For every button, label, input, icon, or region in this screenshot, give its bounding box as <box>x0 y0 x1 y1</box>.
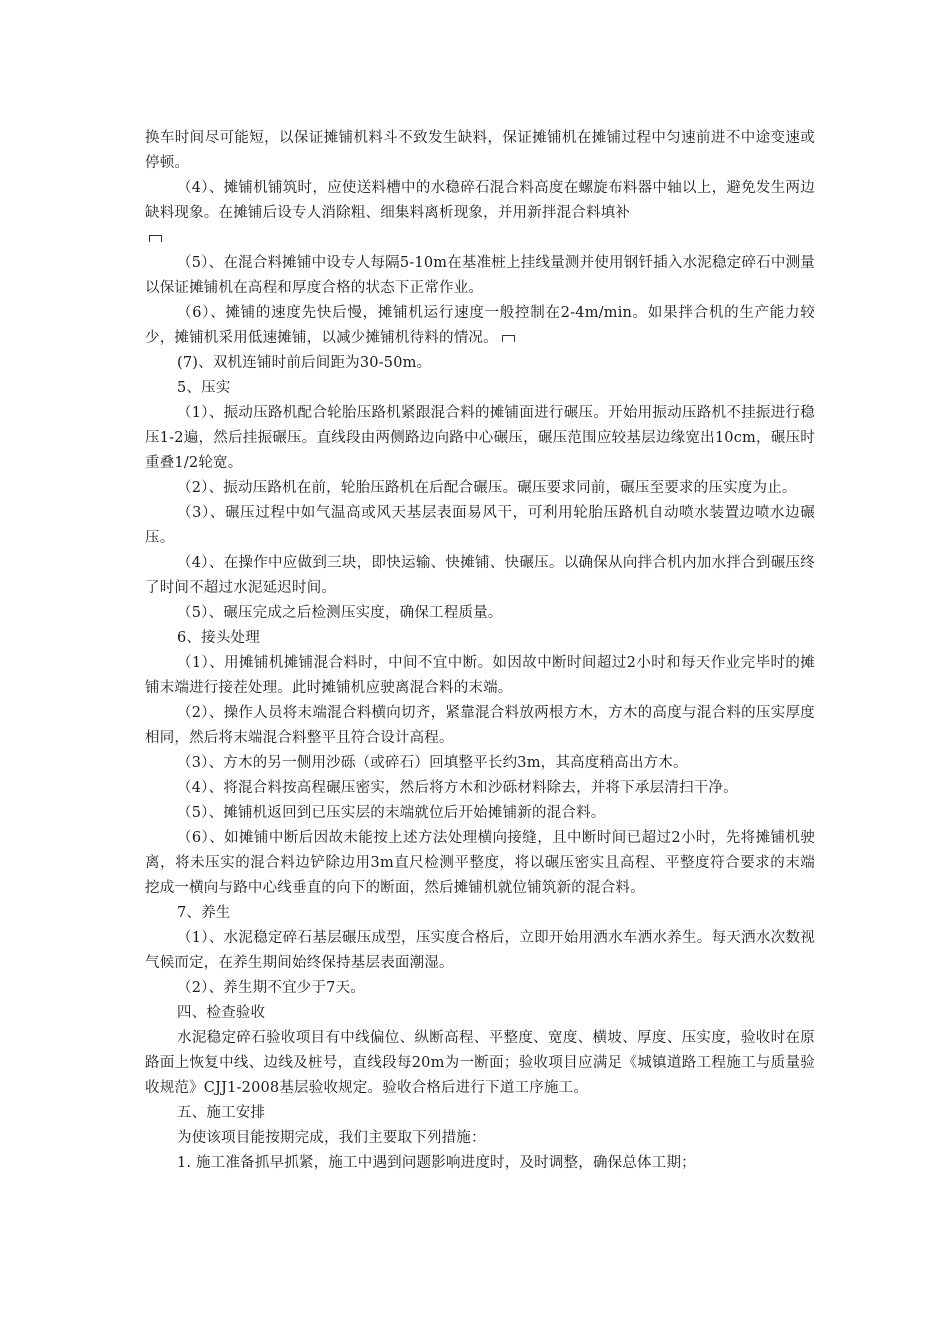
paragraph <box>145 126 815 176</box>
heading-text: 5、压实 <box>177 380 231 396</box>
section-heading <box>145 376 815 401</box>
paragraph-text: （6）、如摊铺中断后因故未能按上述方法处理横向接缝，且中断时间已超过2小时，先将摊铺机驶离，将未压实的混合料边铲除边用3m直尺检测平整度，将以碾压密实且高程、平整度符合要求的末端挖成一横向与路中心线垂直的向下的断面，然后摊铺机就位铺筑新的混合料。 <box>145 830 815 896</box>
bracket-mark-icon <box>149 235 162 242</box>
section-heading <box>145 626 815 651</box>
paragraph <box>145 476 815 501</box>
paragraph-text: 水泥稳定碎石验收项目有中线偏位、纵断高程、平整度、宽度、横坡、厚度、压实度，验收时在原路面上恢复中线、边线及桩号，直线段每20m为一断面；验收项目应满足《城镇道路工程施工与质量验收规范》CJJ1-2008基层验收规定。验收合格后进行下道工序施工。 <box>145 1030 815 1096</box>
paragraph <box>145 601 815 626</box>
paragraph <box>145 401 815 476</box>
section-heading <box>145 1001 815 1026</box>
section-heading <box>145 1101 815 1126</box>
document-body <box>145 126 815 1176</box>
paragraph <box>145 1151 815 1176</box>
paragraph <box>145 976 815 1001</box>
paragraph <box>145 651 815 701</box>
paragraph <box>145 351 815 376</box>
paragraph-text: (7)、双机连铺时前后间距为30-50m。 <box>177 355 432 371</box>
paragraph <box>145 251 815 301</box>
paragraph <box>145 701 815 751</box>
heading-text: 五、施工安排 <box>177 1105 266 1121</box>
section-heading <box>145 901 815 926</box>
paragraph <box>145 551 815 601</box>
paragraph <box>145 176 815 251</box>
paragraph <box>145 1026 815 1101</box>
paragraph <box>145 926 815 976</box>
paragraph-text: （1）、用摊铺机摊铺混合料时，中间不宜中断。如因故中断时间超过2小时和每天作业完毕时的摊铺末端进行接茬处理。此时摊铺机应驶离混合料的末端。 <box>145 655 815 696</box>
paragraph-text: 换车时间尽可能短，以保证摊铺机料斗不致发生缺料，保证摊铺机在摊铺过程中匀速前进不中途变速或停顿。 <box>145 130 815 171</box>
heading-text: 7、养生 <box>177 905 231 921</box>
paragraph-text: （3）、方木的另一侧用沙砾（或碎石）回填整平长约3m，其高度稍高出方木。 <box>177 755 688 771</box>
paragraph-text: （2）、操作人员将末端混合料横向切齐，紧靠混合料放两根方木，方木的高度与混合料的压实厚度相同，然后将末端混合料整平且符合设计高程。 <box>145 705 815 746</box>
paragraph-text: （1）、水泥稳定碎石基层碾压成型，压实度合格后，立即开始用洒水车洒水养生。每天洒水次数视气候而定，在养生期间始终保持基层表面潮湿。 <box>145 930 815 971</box>
paragraph-text: （6）、摊铺的速度先快后慢，摊铺机运行速度一般控制在2-4m/min。如果拌合机的生产能力较少，摊铺机采用低速摊铺，以减少摊铺机待料的情况。 <box>145 305 815 346</box>
paragraph-text: （2）、振动压路机在前，轮胎压路机在后配合碾压。碾压要求同前，碾压至要求的压实度为止。 <box>177 480 797 496</box>
paragraph <box>145 751 815 776</box>
paragraph-text: （5）、摊铺机返回到已压实层的末端就位后开始摊铺新的混合料。 <box>177 805 606 821</box>
paragraph <box>145 801 815 826</box>
paragraph-text: （4）、在操作中应做到三块，即快运输、快摊铺、快碾压。以确保从向拌合机内加水拌合到碾压终了时间不超过水泥延迟时间。 <box>145 555 815 596</box>
paragraph-text: （5）、碾压完成之后检测压实度，确保工程质量。 <box>177 605 503 621</box>
heading-text: 6、接头处理 <box>177 630 260 646</box>
paragraph-text: （2）、养生期不宜少于7天。 <box>177 980 365 996</box>
paragraph <box>145 501 815 551</box>
paragraph <box>145 776 815 801</box>
paragraph-text: （1）、振动压路机配合轮胎压路机紧跟混合料的摊铺面进行碾压。开始用振动压路机不挂振进行稳压1-2遍，然后挂振碾压。直线段由两侧路边向路中心碾压，碾压范围应较基层边缘宽出10cm，碾压时重叠1/2轮宽。 <box>145 405 815 471</box>
paragraph <box>145 826 815 901</box>
paragraph-text: （4）、摊铺机铺筑时，应使送料槽中的水稳碎石混合料高度在螺旋布料器中轴以上，避免发生两边缺料现象。在摊铺后设专人消除粗、细集料离析现象，并用新拌混合料填补 <box>145 180 815 221</box>
paragraph-text: 为使该项目能按期完成，我们主要取下列措施： <box>177 1130 486 1146</box>
heading-text: 四、检查验收 <box>177 1005 266 1021</box>
paragraph-text: （5）、在混合料摊铺中设专人每隔5-10m在基准桩上挂线量测并使用钢钎插入水泥稳定碎石中测量以保证摊铺机在高程和厚度合格的状态下正常作业。 <box>145 255 815 296</box>
paragraph-text: （3）、碾压过程中如气温高或风天基层表面易风干，可利用轮胎压路机自动喷水装置边喷水边碾压。 <box>145 505 815 546</box>
paragraph <box>145 1126 815 1151</box>
paragraph-text: 1. 施工准备抓早抓紧，施工中遇到问题影响进度时，及时调整，确保总体工期； <box>177 1155 696 1171</box>
bracket-mark-icon <box>502 335 515 342</box>
paragraph-text: （4）、将混合料按高程碾压密实，然后将方木和沙砾材料除去，并将下承层清扫干净。 <box>177 780 738 796</box>
paragraph <box>145 301 815 351</box>
